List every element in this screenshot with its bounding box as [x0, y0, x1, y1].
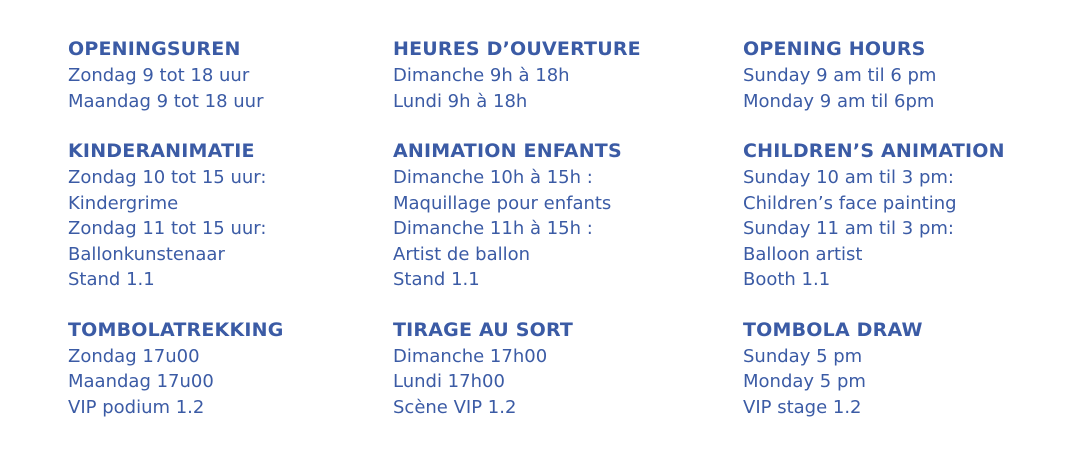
info-line: Lundi 17h00: [393, 371, 505, 392]
info-line: Balloon artist: [743, 243, 863, 265]
info-line: Artist de ballon: [393, 243, 531, 265]
column-english: [743, 36, 1005, 420]
info-line: Sunday 5 pm: [743, 345, 863, 367]
info-line: Zondag 17u00: [68, 345, 200, 367]
section-heading: KINDERANIMATIE: [68, 140, 255, 162]
info-line: Ballonkunstenaar: [68, 243, 225, 265]
tombola-draw-section: [743, 317, 1005, 421]
info-line: Maandag 17u00: [68, 371, 214, 392]
info-line: Maquillage pour enfants: [393, 192, 612, 214]
info-line: Dimanche 11h à 15h :: [393, 218, 593, 239]
tombola-draw-section: [68, 317, 284, 421]
info-line: Maandag 9 tot 18 uur: [68, 90, 264, 112]
info-line: Zondag 9 tot 18 uur: [68, 65, 250, 86]
section-heading: OPENINGSUREN: [68, 38, 241, 60]
section-heading: TOMBOLA DRAW: [743, 318, 923, 341]
children-animation-section: [743, 138, 1005, 293]
info-line: Lundi 9h à 18h: [393, 90, 528, 112]
info-line: VIP podium 1.2: [68, 396, 205, 418]
info-line: Dimanche 10h à 15h :: [393, 167, 593, 188]
section-heading: OPENING HOURS: [743, 38, 926, 60]
info-line: Sunday 10 am til 3 pm:: [743, 167, 954, 188]
section-heading: TOMBOLATREKKING: [68, 318, 284, 341]
children-animation-section: [393, 138, 641, 293]
info-line: Booth 1.1: [743, 269, 831, 290]
opening-hours-section: [393, 36, 641, 114]
section-heading: CHILDREN’S ANIMATION: [743, 140, 1005, 162]
section-heading: ANIMATION ENFANTS: [393, 140, 622, 162]
info-line: Monday 5 pm: [743, 371, 866, 392]
info-line: Kindergrime: [68, 192, 179, 214]
info-line: Zondag 11 tot 15 uur:: [68, 218, 267, 239]
info-line: Children’s face painting: [743, 192, 957, 214]
opening-hours-section: [743, 36, 1005, 114]
children-animation-section: [68, 138, 284, 293]
info-line: Monday 9 am til 6pm: [743, 90, 935, 112]
info-line: Dimanche 17h00: [393, 345, 548, 367]
section-heading: TIRAGE AU SORT: [393, 318, 574, 341]
section-heading: HEURES D’OUVERTURE: [393, 38, 641, 60]
info-line: Sunday 9 am til 6 pm: [743, 65, 937, 86]
column-french: [393, 36, 641, 420]
info-line: Sunday 11 am til 3 pm:: [743, 218, 954, 239]
info-line: VIP stage 1.2: [743, 396, 862, 418]
info-line: Stand 1.1: [393, 269, 480, 290]
info-line: Dimanche 9h à 18h: [393, 65, 570, 86]
info-line: Scène VIP 1.2: [393, 396, 517, 418]
info-line: Zondag 10 tot 15 uur:: [68, 167, 267, 188]
column-dutch: [68, 36, 284, 420]
info-line: Stand 1.1: [68, 269, 155, 290]
opening-hours-section: [68, 36, 284, 114]
tombola-draw-section: [393, 317, 641, 421]
